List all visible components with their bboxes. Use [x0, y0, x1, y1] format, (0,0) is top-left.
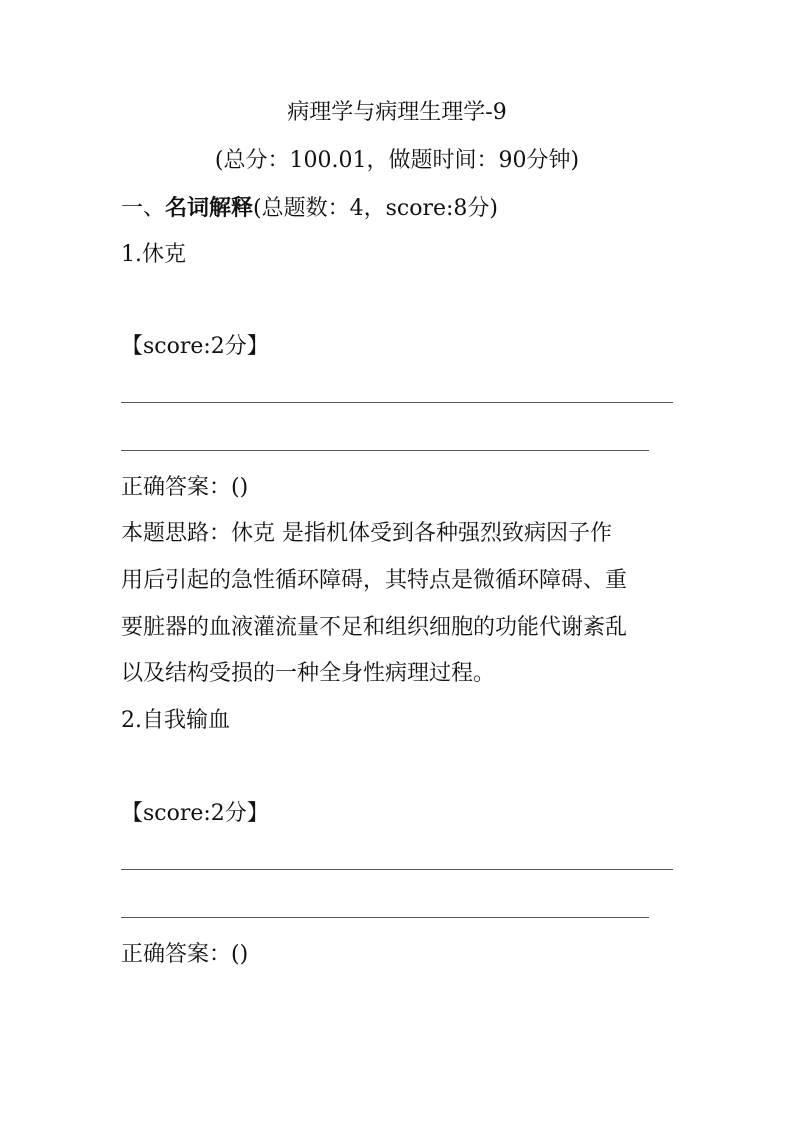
answer-line-2a [121, 869, 673, 870]
answer-line-1a [121, 402, 673, 403]
question-1-explanation-line-3: 要脏器的血液灌流量不足和组织细胞的功能代谢紊乱 [121, 615, 628, 640]
document-title: 病理学与病理生理学-9 [287, 100, 507, 125]
question-1-explanation-line-1: 本题思路：休克 是指机体受到各种强烈致病因子作 [121, 521, 612, 546]
question-2-score: 【score:2分】 [121, 801, 269, 826]
section-name: 名词解释 [165, 195, 254, 221]
question-2-title: 2.自我输血 [121, 708, 230, 733]
question-1-answer: 正确答案：() [121, 475, 249, 500]
section-prefix: 一、 [121, 196, 166, 221]
question-2-answer: 正确答案：() [121, 942, 249, 967]
exam-summary: (总分：100.01，做题时间：90分钟) [214, 148, 580, 173]
section-info: (总题数：4，score:8分) [253, 196, 498, 221]
question-1-explanation-line-4: 以及结构受损的一种全身性病理过程。 [121, 661, 496, 686]
question-1-title: 1.休克 [121, 242, 186, 267]
question-1-explanation-line-2: 用后引起的急性循环障碍，其特点是微循环障碍、重 [121, 568, 628, 593]
question-1-score: 【score:2分】 [121, 334, 269, 359]
answer-line-1b [121, 450, 649, 451]
section-heading [121, 193, 498, 224]
answer-line-2b [121, 917, 649, 918]
